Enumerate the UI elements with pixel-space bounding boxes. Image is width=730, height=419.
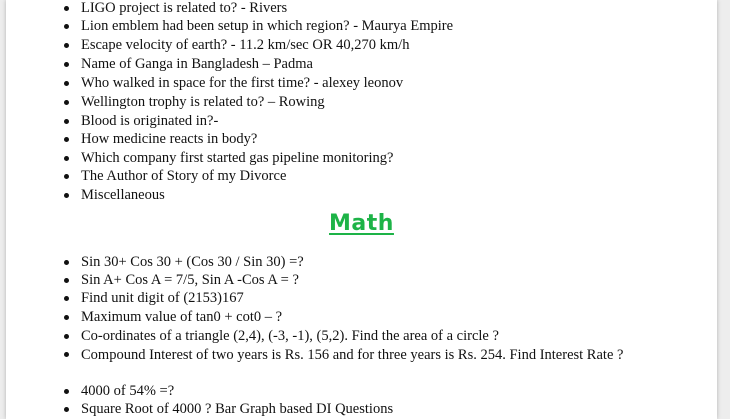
bullet-icon	[64, 193, 69, 198]
document-page: LIGO project is related to? - Rivers Lion emblem had been setup in which region? - Maurya Empire Escape velocity of earth? - 11.2 km/sec OR 40,270 km/h Name of Ganga in Bangladesh – Padma Who walked in space for the first time? - alexey leonov Wellington trophy is related to? – Rowing Blood is originated in?- How medicine reacts in body? Which company first started gas pipeline monitoring? The Author of Story of my Divorce Miscellaneous Math Sin 30+ Cos 30 + (Cos 30 / Sin 30) =? Sin A+ Cos A = 7/5, Sin A -Cos A = ? Find unit digit of (2153)167 Maximum value of tan0 + cot0 – ? Co-ordinates of a triangle (2,4), (-3, -1), (5,2). Find the area of a circle ? Compound Interest of two years is Rs. 156 and for three years is Rs. 254. Find Interest Rate ? 4000 of 54% =? Square Root of 4000 ? Bar Graph based DI Questions	[6, 0, 717, 419]
bullet-icon	[64, 156, 69, 161]
bullet-icon	[64, 315, 69, 320]
bullet-icon	[64, 137, 69, 142]
bullet-icon	[64, 119, 69, 124]
bullet-icon	[64, 334, 69, 339]
bullet-icon	[64, 296, 69, 301]
bullet-icon	[64, 260, 69, 265]
bullet-icon	[64, 81, 69, 86]
math-heading: Math	[329, 211, 394, 236]
bullet-icon	[64, 100, 69, 105]
bullet-icon	[64, 407, 69, 412]
bullet-icon	[64, 24, 69, 29]
bullet-icon	[64, 43, 69, 48]
bullet-icon	[64, 389, 69, 394]
bullet-icon	[64, 62, 69, 67]
bullet-icon	[64, 352, 69, 357]
bullet-icon	[64, 278, 69, 283]
bullet-icon	[64, 174, 69, 179]
bullet-icon	[64, 6, 69, 11]
